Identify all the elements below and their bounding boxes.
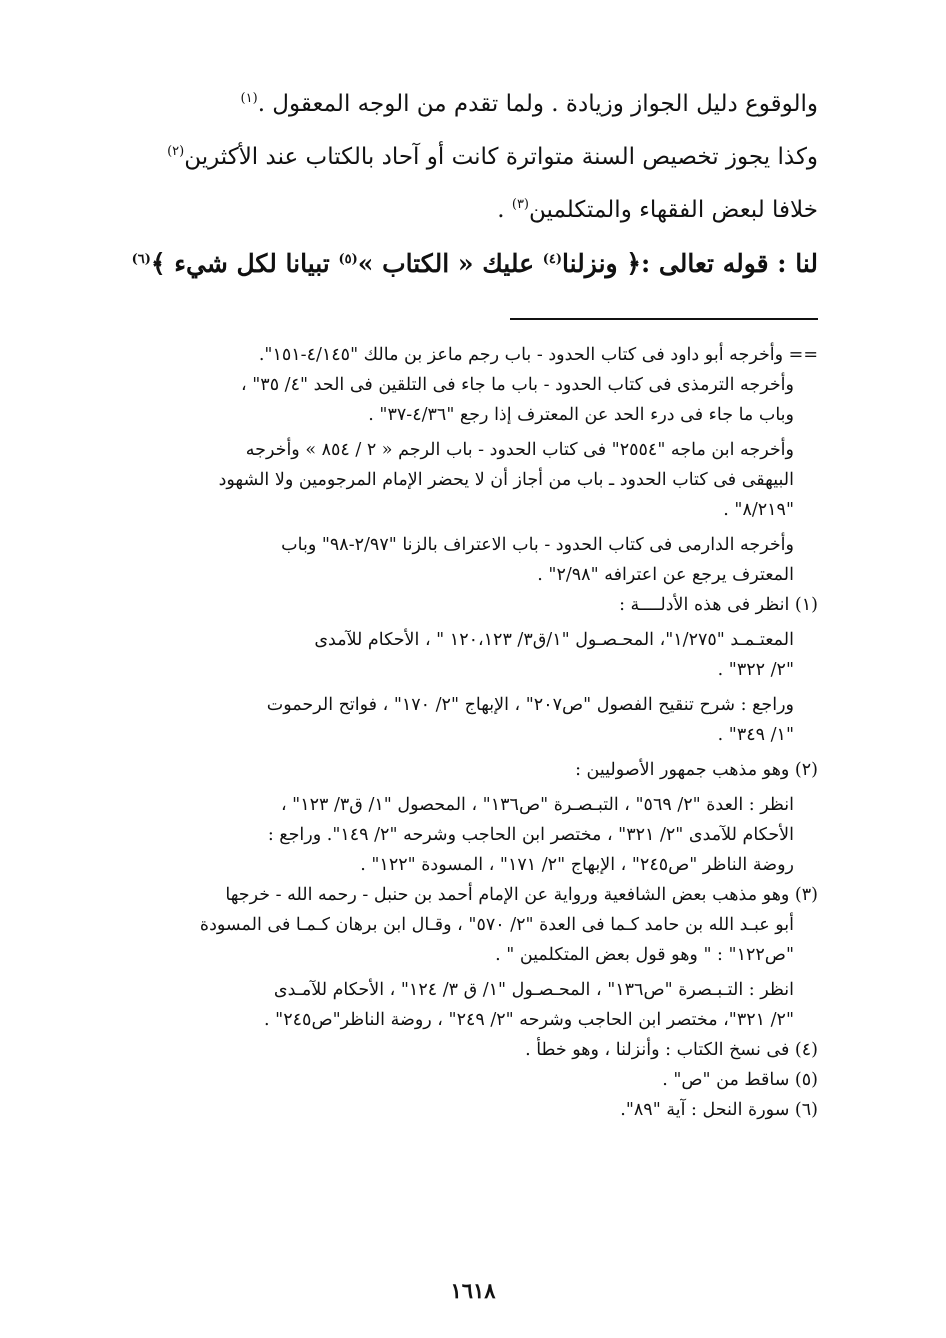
footnote-6 bbox=[104, 1095, 818, 1125]
main-line-2 bbox=[112, 131, 818, 184]
footnote-line: (٦) سورة النحل : آية "٨٩". bbox=[620, 1100, 818, 1120]
page-number: ١٦١٨ bbox=[450, 1278, 496, 1303]
footnote-line: انظر : العدة "٢/ ٥٦٩" ، التبـصـرة "ص١٣٦" ، المحصول "١/ ق٣/ ١٢٣" ، bbox=[280, 795, 794, 815]
footnote-continuation-darimi bbox=[104, 530, 818, 590]
footnote-line: "٢/ ٣٢٢" . bbox=[717, 660, 794, 680]
footnote-line: البيهقى فى كتاب الحدود ـ باب من أجاز أن لا يحضر الإمام المرجومين ولا الشهود bbox=[218, 470, 794, 490]
footnote-continuation-ibn-majah bbox=[104, 435, 818, 525]
footnote-line: "٨/٢١٩" . bbox=[723, 500, 794, 520]
footnote-line: == وأخرجه أبو داود فى كتاب الحدود - باب رجم ماعز بن مالك "٤/١٤٥-١٥١". bbox=[258, 345, 818, 365]
main-text-span: عليك « الكتاب » bbox=[357, 249, 543, 278]
main-text-span: والوقوع دليل الجواز وزيادة . ولما تقدم من الوجه المعقول . bbox=[257, 91, 818, 117]
footnote-ref-6: (٦) bbox=[131, 252, 151, 267]
footnote-continuation-abu-dawud bbox=[104, 340, 818, 370]
footnote-line: (٤) فى نسخ الكتاب : وأنزلنا ، وهو خطأ . bbox=[525, 1040, 818, 1060]
footnote-line: "ص١٢٢" : " وهو قول بعض المتكلمين " . bbox=[495, 945, 794, 965]
footnote-line: روضة الناظر "ص٢٤٥" ، الإبهاج "٢/ ١٧١" ، المسودة "١٢٢" . bbox=[360, 855, 794, 875]
footnote-line: وباب ما جاء فى درء الحد عن المعترف إذا رجع "٤/٣٦-٣٧" . bbox=[368, 405, 794, 425]
footnote-line: وراجع : شرح تنقيح الفصول "ص٢٠٧" ، الإبهاج "٢/ ١٧٠" ، فواتح الرحموت bbox=[266, 695, 794, 715]
footnote-1-refs bbox=[104, 625, 818, 685]
footnote-1-see-also bbox=[104, 690, 818, 750]
footnote-line: (٣) وهو مذهب بعض الشافعية ورواية عن الإمام أحمد بن حنبل - رحمه الله - خرجها bbox=[225, 885, 818, 905]
footnote-ref-3: (٣) bbox=[511, 197, 529, 212]
footnote-ref-2: (٢) bbox=[167, 144, 185, 159]
main-text-span: تبيانا لكل شيء ﴾ bbox=[150, 249, 339, 278]
footnote-4 bbox=[104, 1035, 818, 1065]
footnote-line: وأخرجه الترمذى فى كتاب الحدود - باب ما جاء فى التلقين فى الحد "٤/ ٣٥" ، bbox=[241, 375, 794, 395]
footnote-separator-rule bbox=[510, 318, 818, 320]
footnote-line: الأحكام للآمدى "٢/ ٣٢١" ، مختصر ابن الحاجب وشرحه "٢/ ١٤٩". وراجع : bbox=[267, 825, 794, 845]
footnote-5 bbox=[104, 1065, 818, 1095]
footnotes-section bbox=[104, 340, 818, 1125]
main-text-span: . bbox=[497, 197, 512, 223]
footnote-line: (٥) ساقط من "ص" . bbox=[662, 1070, 818, 1090]
footnote-ref-5: (٥) bbox=[338, 252, 358, 267]
footnote-line: "١/ ٣٤٩" . bbox=[717, 725, 794, 745]
main-line-3 bbox=[112, 184, 818, 237]
main-text-span: لنا : قوله تعالى :﴿ ونزلنا bbox=[562, 249, 818, 278]
main-line-4-verse bbox=[112, 237, 818, 290]
footnote-continuation-tirmidhi bbox=[104, 370, 818, 430]
footnote-line: المعتـمـد "١/٢٧٥"، المحـصـول "١/ق٣/ ١٢٠،١٢٣ " ، الأحكام للآمدى bbox=[314, 630, 794, 650]
main-text-span: وكذا يجوز تخصيص السنة متواترة كانت أو آحاد بالكتاب عند الأكثرين bbox=[184, 144, 818, 170]
footnote-line: وأخرجه الدارمى فى كتاب الحدود - باب الاعتراف بالزنا "٢/٩٧-٩٨" وباب bbox=[281, 535, 794, 555]
footnote-line: انظر : التـبـصرة "ص١٣٦" ، المحـصـول "١/ ق ٣/ ١٢٤" ، الأحكام للآمـدى bbox=[273, 980, 794, 1000]
footnote-line: المعترف يرجع عن اعترافه "٢/٩٨" . bbox=[537, 565, 794, 585]
main-text-span: خلافا لبعض الفقهاء والمتكلمين bbox=[529, 197, 818, 223]
footnote-3-refs bbox=[104, 975, 818, 1035]
footnote-line: (١) انظر فى هذه الأدلــــة : bbox=[619, 595, 818, 615]
footnote-ref-4: (٤) bbox=[542, 252, 563, 267]
footnote-3-body bbox=[104, 880, 818, 970]
footnote-line: وأخرجه ابن ماجه "٢٥٥٤" فى كتاب الحدود - باب الرجم « ٢ / ٨٥٤ » وأخرجه bbox=[245, 440, 794, 460]
footnote-line: أبو عبـد الله بن حامد كـما فى العدة "٢/ ٥٧٠" ، وقـال ابن برهان كـمـا فى المسودة bbox=[199, 915, 794, 935]
footnote-line: "٢/ ٣٢١"، مختصر ابن الحاجب وشرحه "٢/ ٢٤٩" ، روضة الناظر"ص٢٤٥" . bbox=[264, 1010, 794, 1030]
footnote-line: (٢) وهو مذهب جمهور الأصوليين : bbox=[575, 760, 818, 780]
footnote-ref-1: (١) bbox=[240, 91, 258, 106]
footnote-1-title bbox=[104, 590, 818, 620]
main-line-1 bbox=[112, 78, 818, 131]
footnote-2-refs bbox=[104, 790, 818, 880]
footnote-2-title bbox=[104, 755, 818, 785]
main-text bbox=[112, 78, 818, 290]
